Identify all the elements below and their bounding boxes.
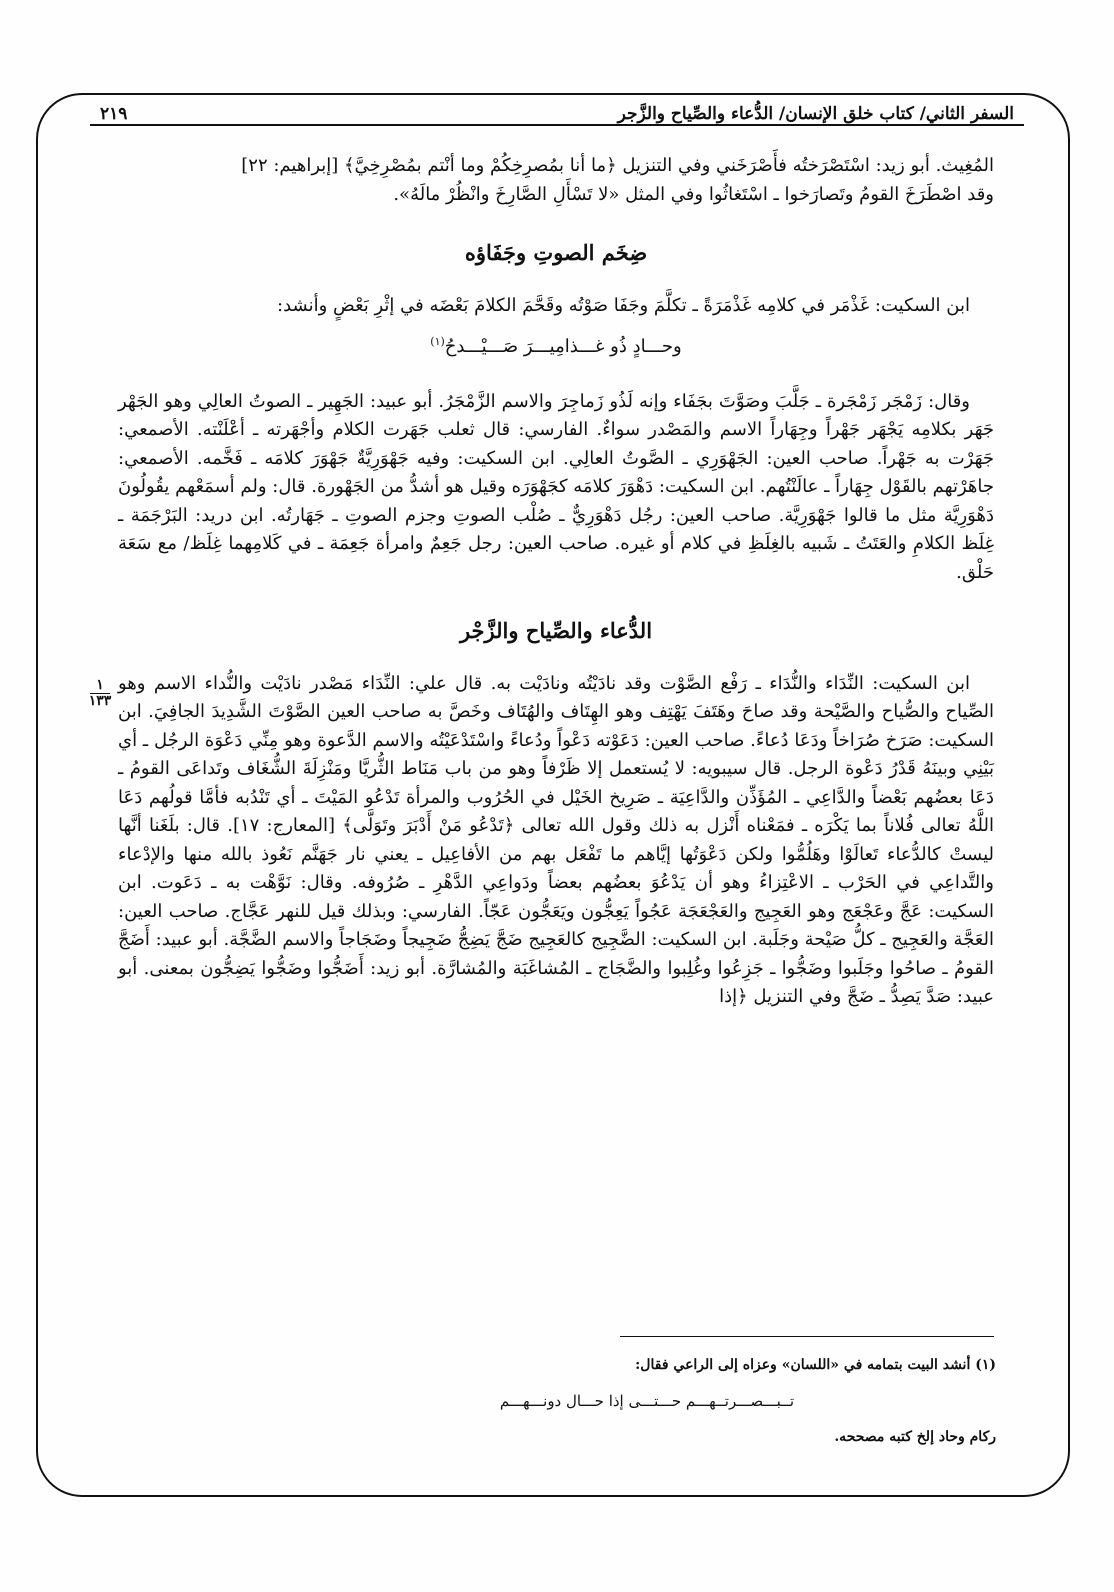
manuscript-folio-note — [80, 678, 120, 709]
footnotes — [118, 1352, 996, 1460]
page-header — [100, 96, 1014, 124]
paragraph: ابن السكيت: النِّدَاء والنُّدَاء ـ رَفْع الصَّوْت وقد نادَيْتُه ونادَيْت به. قال علي: النِّدَاء مَصْدر نادَيْت والنُّداء الاسم وهو الصِّياح والصُّياح والصَّيْحة وقد صاحَ وهَتَفَ يَهْتِف وهو الهِتَاف والهُتَاف وخَصَّ به صاحب العين الصَّوْتَ الشَّدِيدَ الجافِيَ. ابن السكيت: صَرَخ صُرَاخاً ودَعَا دُعاءً. صاحب العين: دَعَوْته دَعْواً ودُعاءً واسْتَدْعَيْتُه والاسم الدَّعوة وهو مِنِّي دَعْوَة الرجُل ـ أي بَيْنِي وبينَهُ قَدْرُ دَعْوة الرجل. قال سيبويه: لا يُستعمل إلا ظَرْفاً وهو من باب مَنَاط الثُّريَّا ومَنْزِلَةَ الشُّغَاف وتَداعَى القومُ ـ دَعَا بعضُهم بَعْضاً والدَّاعِي ـ المُؤَذِّن والدَّاعِيَة ـ صَرِيخ الخَيْل في الحُرُوب والمرأة تَدْعُو المَيْتَ ـ أي تَنْدُبه فأمَّا قولُهم دَعَا اللَّهُ تعالى فُلاناً بما يَكْرَه ـ فمَعْناه أَنْزل به ذلك وقول الله تعالى ﴿تَدْعُو مَنْ أَدْبَرَ وتَوَلَّى﴾ [المعارج: ١٧]. قال: بلَغَنا أنَّها ليستْ كالدُّعاء تَعالَوْا وهَلُمُّوا ولكن دَعْوَتُها إيَّاهم ما تَفْعَل بهم من الأفاعِيل ـ يعني نار جَهَنَّم نَعُوذ بالله منها والإدْعاء والتَّداعِي في الحَرْب ـ الاعْتِزاءُ وهو أن يَدْعُوَ بعضُهم بعضاً ودَواعِي الدَّهْرِ ـ صُرُوفه. وقال: نَوَّهْت به ـ دَعَوت. ابن السكيت: عَجَّ وعَجْعَج وهو العَجِيج والعَجْعَجَة عَجُواً يَعِجُّون ويَعَجُّون عَجّاً. الفارسي: وبذلك قيل للنهر عَجَّاج. صاحب العين: العَجَّة والعَجِيج ـ كلُّ صَيْحة وجَلَبة. ابن السكيت: الضَّجِيج كالعَجِيج ضَجَّ يَضِجُّ ضَجِيجاً وضَجَاجاً والاسم الضَّجَّة. أبو عبيد: أَضَجَّ القومُ ـ صاحُوا وجَلَبوا وضَجُّوا ـ جَزِعُوا وغُلِبوا والضَّجَاج ـ المُشاغَبَة والمُشارَّة. أبو زيد: أَضَجُّوا وضَجُّوا يَضِجُّون بمعنى. أبو عبيد: صَدَّ يَصِدُّ ـ ضَجَّ وفي التنزيل ﴿إذا — [118, 672, 994, 1007]
page-number: ٢١٩ — [100, 104, 128, 124]
folio-bottom: ١٣٣ — [88, 693, 112, 709]
footnote-ref: (١) — [430, 335, 445, 348]
paragraph: وقال: زَمْجَر زَمْجَرة ـ جَلَّبَ وصَوَّتَ بجَفَاء وإنه لَذُو زَماجِرَ والاسم الزَّمْجَرُ. أبو عبيد: الجَهِير ـ الصوتُ العالِي وهو الجَهْر جَهَر بكلامِه يَجْهَر جَهْراً وجِهَاراً الاسم والمَصْدر سواءٌ. الفارسي: قال ثعلب جَهَرت الكلام وأجْهَرته ـ أعْلَنْته. الأصمعي: جَهَرْت به جَهْراً. صاحب العين: الجَهْوَرِي ـ الصَّوتُ العالِي. ابن السكيت: وفيه جَهْوَرِيَّةٌ جَهْوَرَ كلامَه ـ فَخَّمه. الأصمعي: جاهَرْتهم بالقَوْل جِهَاراً ـ عالَنْتُهم. ابن السكيت: دَهْوَرَ كلامَه كجَهْوَرَه وقيل هو أشدُّ من الجَهْورة. قال: ولم أسمَعْهم يقُولُونَ دَهْوَرِيَّة مثل ما قالوا جَهْوَرِيَّة. صاحب العين: رجُل دَهْوَرِيٌّ ـ صُلْب الصوتِ وجزم الصوتِ ـ جَهَارتُه. ابن دريد: البَرْجَمَة ـ غِلَظ الكلامِ والعَتَتُ ـ شَبيه بالغِلَظِ في كلام أو غيره. صاحب العين: رجل جَعِمٌ وامرأة جَعِمَة ـ في كَلامِهما غِلَظ/ مع سَعَة حَلْق. — [118, 390, 994, 583]
section-title: ضِخَم الصوتِ وجَفَاؤه — [464, 240, 648, 265]
section-title: الدُّعاء والصِّياح والزَّجْر — [459, 618, 653, 643]
main-text — [118, 152, 994, 1012]
footnote-rule — [620, 1336, 994, 1337]
verse — [118, 328, 994, 362]
header-rule — [90, 124, 1024, 126]
footnote-text: (١) أنشد البيت بتمامه في «اللسان» وعزاه إلى الراعي فقال: — [635, 1357, 996, 1373]
paragraph: ابن السكيت: غَذْمَر في كلامِه غَذْمَرَةً ـ تكلَّمَ وجَفَا صَوْتُه وقَحَّمَ الكلامَ بَعْضَه في إثْرِ بَعْضٍ وأنشد: — [277, 294, 970, 316]
intro-line: المُغِيث. أبو زيد: اسْتَصْرَختُه فأَصْرَخَني وفي التنزيل ﴿ما أنا بمُصرِخِكُمْ وما أنْتم بمُصْرِخِيَّ﴾ [إبراهيم: ٢٢] — [241, 155, 994, 176]
folio-top: ١ — [90, 678, 110, 694]
running-title: السفر الثاني/ كتاب خلق الإنسان/ الدُّعاء والصِّياح والزَّجر — [617, 104, 1014, 124]
intro-line: وقد اصْطَرَخَ القومُ وتَصارَخوا ـ اسْتَغاثُوا وفي المثل «لا تَسْأَلِ الصَّارِخَ وانْظُرْ مالَهُ». — [393, 183, 994, 205]
footnote-text: ركام وحاد إلخ كتبه مصححه. — [834, 1429, 996, 1445]
verse-text: وحـــادٍ ذُو غـــذامِيـــرَ صَـــيْـــدحُ — [444, 336, 682, 357]
footnote-verse: تــبـــصـــرتــهـــم حـــتـــى إذا حـــال دونـــهـــم — [499, 1392, 795, 1410]
